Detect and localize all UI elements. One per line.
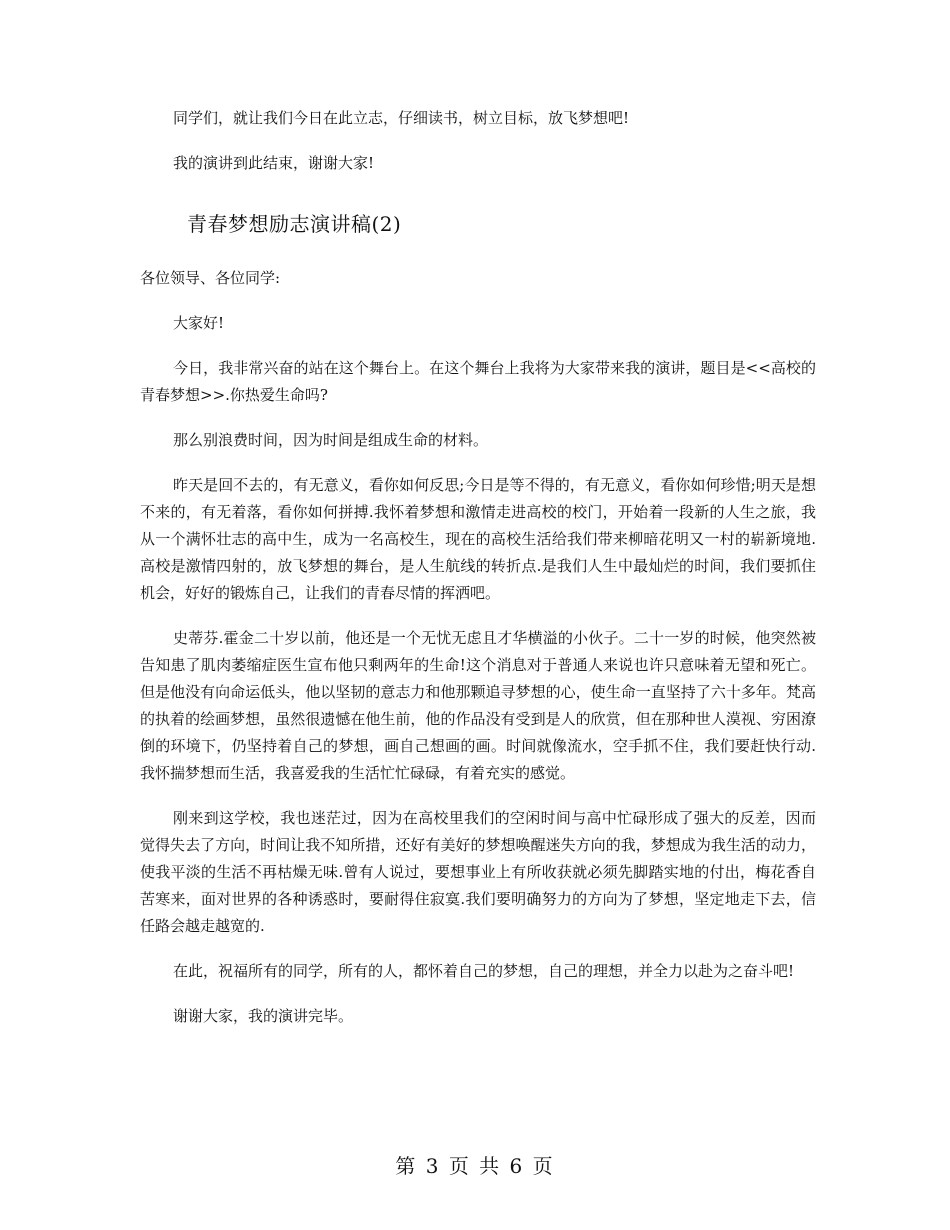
paragraph: 在此，祝福所有的同学，所有的人，都怀着自己的梦想，自己的理想，并全力以赴为之奋斗吧!: [173, 962, 795, 980]
paragraph: 今日，我非常兴奋的站在这个舞台上。在这个舞台上我将为大家带来我的演讲，题目是<<高校的青春梦想>>.你热爱生命吗?: [140, 359, 816, 404]
page-number: 第 3 页 共 6 页: [395, 1154, 555, 1178]
salutation: 各位领导、各位同学:: [140, 269, 281, 287]
paragraph: 谢谢大家，我的演讲完毕。: [173, 1007, 354, 1025]
paragraph: 史蒂芬.霍金二十岁以前，他还是一个无忧无虑且才华横溢的小伙子。二十一岁的时候，他突然被告知患了肌肉萎缩症医生宣布他只剩两年的生命!这个消息对于普通人来说也许只意味着无望和死亡。但是他没有向命运低头，他以坚韧的意志力和他那颗追寻梦想的心，使生命一直坚持了六十多年。梵高的执着的绘画梦想，虽然很遗憾在他生前，他的作品没有受到是人的欣赏，但在那种世人漠视、穷困潦倒的环境下，仍坚持着自己的梦想，画自己想画的画。时间就像流水，空手抓不住，我们要赶快行动.我怀揣梦想而生活，我喜爱我的生活忙忙碌碌，有着充实的感觉。: [140, 629, 816, 782]
section-title: 青春梦想励志演讲稿(2): [187, 212, 402, 236]
paragraph: 我的演讲到此结束，谢谢大家!: [173, 154, 375, 172]
paragraph: 同学们，就让我们今日在此立志，仔细读书，树立目标，放飞梦想吧!: [173, 109, 630, 127]
paragraph: 大家好!: [173, 314, 225, 332]
paragraph: 那么别浪费时间，因为时间是组成生命的材料。: [173, 431, 489, 449]
paragraph: 刚来到这学校，我也迷茫过，因为在高校里我们的空闲时间与高中忙碌形成了强大的反差，因而觉得失去了方向，时间让我不知所措，还好有美好的梦想唤醒迷失方向的我，梦想成为我生活的动力，使我平淡的生活不再枯燥无味.曾有人说过，要想事业上有所收获就必须先脚踏实地的付出，梅花香自苦寒来，面对世界的各种诱惑时，要耐得住寂寞.我们要明确努力的方向为了梦想，坚定地走下去，信任路会越走越宽的.: [140, 809, 816, 935]
document-page: [140, 105, 816, 1048]
paragraph: 昨天是回不去的，有无意义，看你如何反思;今日是等不得的，有无意义，看你如何珍惜;明天是想不来的，有无着落，看你如何拼搏.我怀着梦想和激情走进高校的校门，开始着一段新的人生之旅，我从一个满怀壮志的高中生，成为一名高校生，现在的高校生活给我们带来柳暗花明又一村的崭新境地.高校是激情四射的，放飞梦想的舞台，是人生航线的转折点.是我们人生中最灿烂的时间，我们要抓住机会，好好的锻炼自己，让我们的青春尽情的挥洒吧。: [140, 476, 816, 602]
